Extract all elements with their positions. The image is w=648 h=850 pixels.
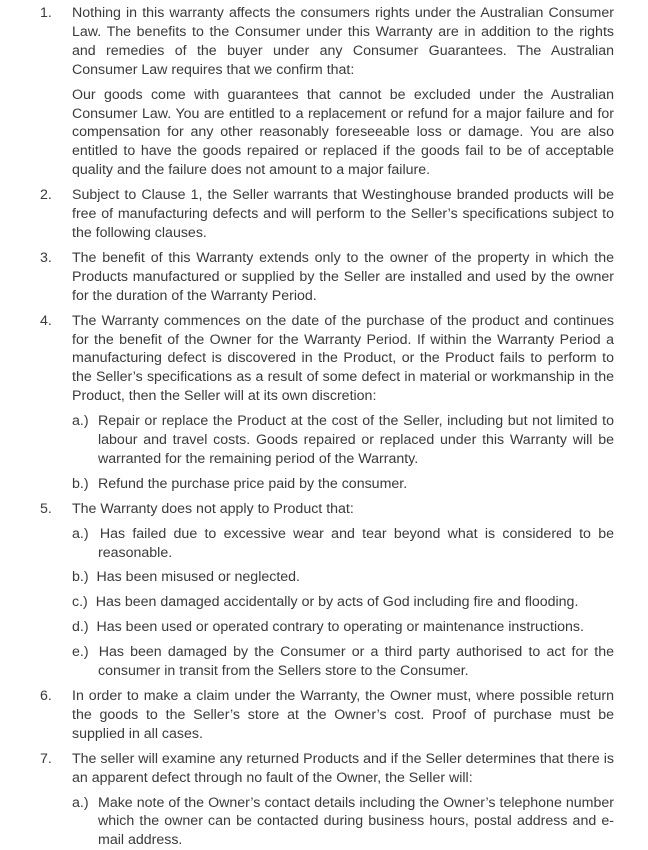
sub-item bbox=[72, 475, 614, 494]
sub-item-label: a.) bbox=[72, 794, 89, 811]
clause-number: 6. bbox=[40, 688, 52, 704]
clause-body bbox=[72, 249, 614, 306]
clause-paragraph: In order to make a claim under the Warranty, the Owner must, where possible return the goods to the Seller’s store at the Owner’s cost. Proof of purchase must be supplied in all cases. bbox=[72, 688, 614, 742]
sub-item-label: e.) bbox=[72, 644, 89, 661]
clause-body bbox=[72, 4, 614, 180]
sub-item-text: Has been damaged accidentally or by acts of God including fire and flooding. bbox=[95, 594, 579, 611]
clause-5 bbox=[40, 500, 614, 681]
sub-item-text: Has been used or operated contrary to operating or maintenance instructions. bbox=[96, 619, 584, 636]
clause-3 bbox=[40, 249, 614, 306]
clause-4 bbox=[40, 312, 614, 494]
clause-number: 3. bbox=[40, 249, 52, 266]
sub-item-label: c.) bbox=[72, 594, 88, 611]
clause-paragraph: The seller will examine any returned Products and if the Seller determines that there is an apparent defect through no fault of the Owner, the Seller will: bbox=[72, 750, 614, 786]
clause-6 bbox=[40, 687, 614, 744]
sub-item bbox=[72, 568, 614, 587]
sub-item bbox=[72, 525, 614, 563]
sub-item bbox=[72, 618, 614, 637]
sub-item-label: d.) bbox=[72, 619, 89, 636]
clause-1 bbox=[40, 4, 614, 180]
clause-number: 2. bbox=[40, 187, 52, 204]
clause-paragraph: Nothing in this warranty affects the consumers rights under the Australian Consumer Law. The benefits to the Consumer under this Warranty are in addition to the rights and remedies of the buyer under any Consumer Guarantees. The Australian Consumer Law requires that we confirm that: bbox=[72, 5, 614, 78]
sub-item bbox=[72, 643, 614, 681]
clause-body bbox=[72, 312, 614, 494]
clause-body bbox=[72, 687, 614, 744]
clause-paragraph: The Warranty does not apply to Product that: bbox=[72, 500, 354, 517]
sub-item-text: Has been misused or neglected. bbox=[96, 569, 300, 586]
sub-item-text: Refund the purchase price paid by the consumer. bbox=[98, 475, 408, 492]
clause-number: 1. bbox=[40, 5, 52, 21]
clause-number: 5. bbox=[40, 500, 52, 517]
clause-paragraph: Subject to Clause 1, the Seller warrants that Westinghouse branded products will be free of manufacturing defects and will perform to the Seller’s specifications subject to the following clauses. bbox=[72, 187, 614, 241]
clause-number: 4. bbox=[40, 312, 52, 329]
sub-item-text: Repair or replace the Product at the cost of the Seller, including but not limited to labour and travel costs. Goods repaired or replaced under this Warranty will be warranted for the remaining period of the Warranty. bbox=[98, 413, 614, 467]
clause-2 bbox=[40, 186, 614, 243]
clause-7 bbox=[40, 750, 614, 850]
clause-paragraph: Our goods come with guarantees that cannot be excluded under the Australian Consumer Law. You are entitled to a replacement or refund for a major failure and for compensation for any other reasonably foreseeable loss or damage. You are also entitled to have the goods repaired or replaced if the goods fail to be of acceptable quality and the failure does not amount to a major failure. bbox=[72, 86, 614, 179]
sub-item bbox=[72, 593, 614, 612]
sub-item-text: Has been damaged by the Consumer or a third party authorised to act for the consumer in transit from the Sellers store to the Consumer. bbox=[98, 644, 614, 680]
sub-item-text: Make note of the Owner’s contact details including the Owner’s telephone number which the owner can be contacted during business hours, postal address and e-mail address. bbox=[98, 794, 614, 849]
clause-number: 7. bbox=[40, 750, 52, 767]
clause-paragraph: The Warranty commences on the date of the purchase of the product and continues for the benefit of the Owner for the Warranty Period. If within the Warranty Period a manufacturing defect is discovered in the Product, or the Product fails to perform to the Seller’s specifications as a result of some defect in material or workmanship in the Product, then the Seller will at its own discretion: bbox=[72, 312, 614, 405]
sub-item-text: Has failed due to excessive wear and tear beyond what is considered to be reasonable. bbox=[98, 525, 614, 561]
clause-body bbox=[72, 750, 614, 850]
clause-paragraph: The benefit of this Warranty extends only to the owner of the property in which the Products manufactured or supplied by the Seller are installed and used by the owner for the duration of the Warranty Period. bbox=[72, 249, 614, 304]
clause-body bbox=[72, 186, 614, 243]
sub-item bbox=[72, 412, 614, 469]
sub-item-label: b.) bbox=[72, 475, 89, 492]
sub-item bbox=[72, 794, 614, 850]
sub-item-label: a.) bbox=[72, 413, 89, 430]
clause-body bbox=[72, 500, 614, 681]
sub-item-label: a.) bbox=[72, 525, 89, 542]
sub-item-label: b.) bbox=[72, 569, 89, 586]
